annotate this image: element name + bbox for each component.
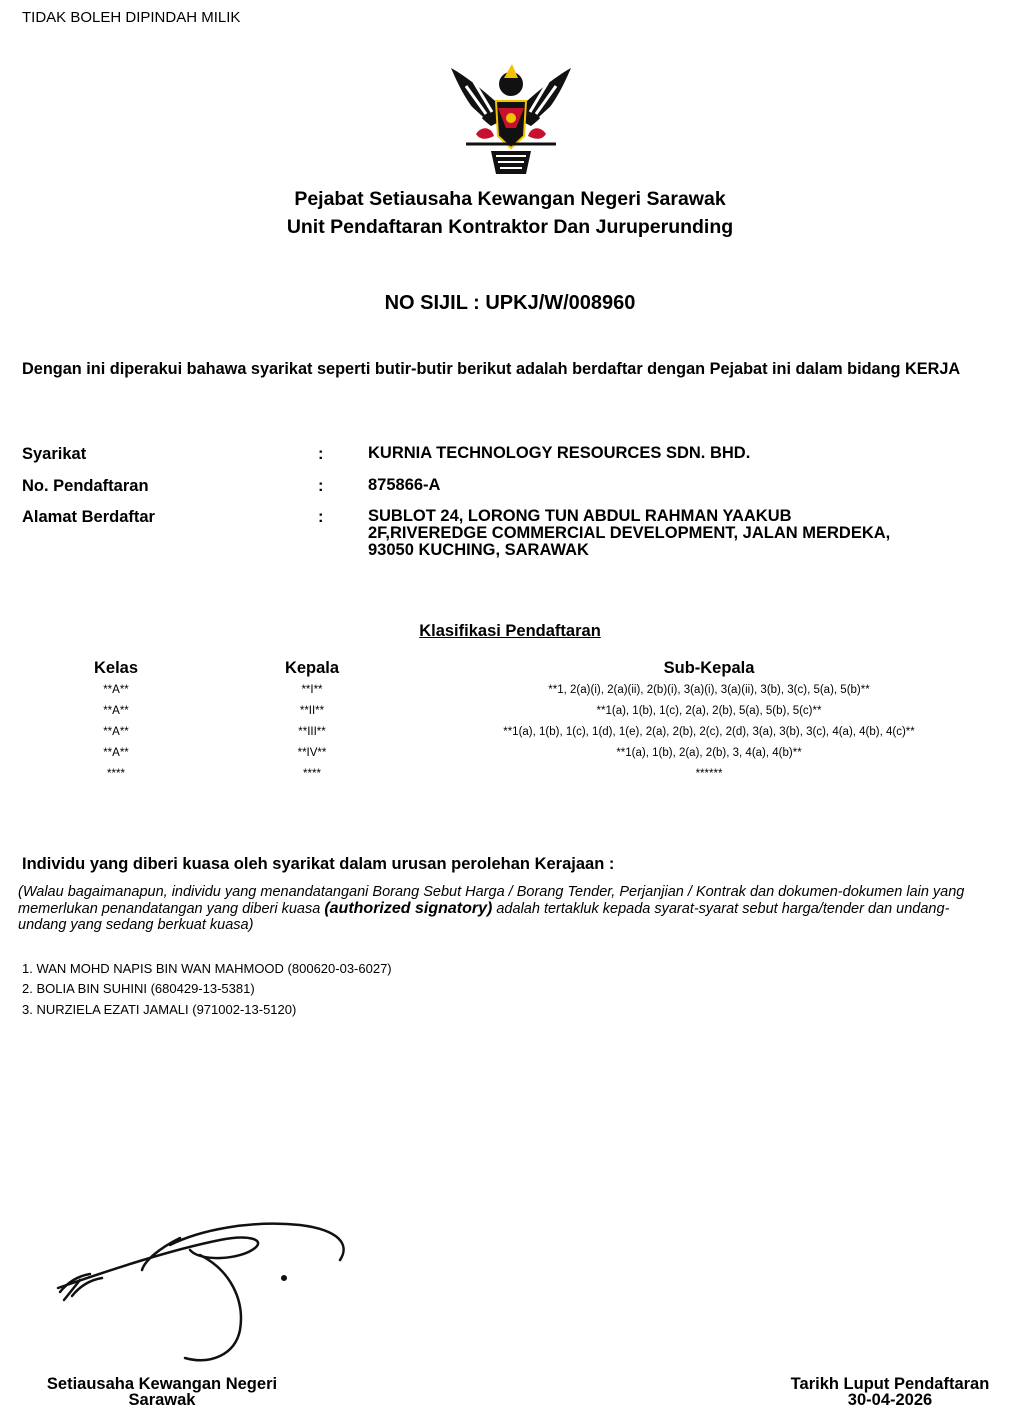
column-header-sub-kepala: Sub-Kepala xyxy=(663,659,755,677)
classification-title: Klasifikasi Pendaftaran xyxy=(419,622,601,640)
table-cell: **1(a), 1(b), 1(c), 1(d), 1(e), 2(a), 2(b), 2(c), 2(d), 3(a), 3(b), 3(c), 4(a), 4(b), 4(c)** xyxy=(503,725,915,738)
table-cell: **IV** xyxy=(297,746,327,759)
signatory-item: 2. BOLIA BIN SUHINI (680429-13-5381) xyxy=(22,981,255,996)
table-cell: **1, 2(a)(i), 2(a)(ii), 2(b)(i), 3(a)(i), 3(a)(ii), 3(b), 3(c), 5(a), 5(b)** xyxy=(548,683,870,696)
table-row xyxy=(18,742,1008,763)
registration-number: 875866-A xyxy=(368,476,441,494)
signatory-item: 1. WAN MOHD NAPIS BIN WAN MAHMOOD (800620-03-6027) xyxy=(22,961,392,976)
table-cell: **A** xyxy=(103,746,129,759)
non-transferable-note: TIDAK BOLEH DIPINDAH MILIK xyxy=(22,9,241,26)
table-cell: **III** xyxy=(298,725,326,738)
address-line: 2F,RIVEREDGE COMMERCIAL DEVELOPMENT, JALAN MERDEKA, xyxy=(368,524,891,542)
handwritten-signature-icon xyxy=(50,1200,370,1370)
address-line: SUBLOT 24, LORONG TUN ABDUL RAHMAN YAAKUB xyxy=(368,507,792,525)
registered-address-colon: : xyxy=(318,508,324,526)
registered-address-label: Alamat Berdaftar xyxy=(22,508,155,526)
signatory-title: Setiausaha Kewangan Negeri Sarawak xyxy=(46,1375,278,1409)
expiry-date-label: Tarikh Luput Pendaftaran xyxy=(790,1375,990,1393)
table-cell: **1(a), 1(b), 1(c), 2(a), 2(b), 5(a), 5(b), 5(c)** xyxy=(596,704,822,717)
signatory-item: 3. NURZIELA EZATI JAMALI (971002-13-5120) xyxy=(22,1002,297,1017)
table-cell: ****** xyxy=(695,767,723,780)
registration-number-label: No. Pendaftaran xyxy=(22,477,149,495)
table-cell: **** xyxy=(107,767,125,780)
table-cell: **A** xyxy=(103,725,129,738)
classification-table xyxy=(18,657,1008,784)
unit-title: Unit Pendaftaran Kontraktor Dan Juruperunding xyxy=(286,216,734,238)
table-cell: **1(a), 1(b), 2(a), 2(b), 3, 4(a), 4(b)** xyxy=(616,746,802,759)
table-cell: **A** xyxy=(103,683,129,696)
table-cell: **II** xyxy=(299,704,325,717)
registered-address xyxy=(368,508,890,559)
authorized-signatory-emphasis: (authorized signatory) xyxy=(324,899,493,917)
expiry-date-value: 30-04-2026 xyxy=(847,1391,933,1409)
column-header-kelas: Kelas xyxy=(93,659,139,677)
table-header-row xyxy=(18,657,1008,679)
table-row xyxy=(18,721,1008,742)
registration-number-colon: : xyxy=(318,477,324,495)
expiry-date-block xyxy=(760,1376,1020,1408)
address-line: 93050 KUCHING, SARAWAK xyxy=(368,541,589,559)
certification-statement: Dengan ini diperakui bahawa syarikat seperti butir-butir berikut adalah berdaftar dengan Pejabat ini dalam bidang KERJA xyxy=(22,360,961,378)
company-name: KURNIA TECHNOLOGY RESOURCES SDN. BHD. xyxy=(368,444,751,462)
sarawak-coat-of-arms-icon xyxy=(446,56,576,178)
office-title: Pejabat Setiausaha Kewangan Negeri Sarawak xyxy=(294,188,726,210)
authorized-signatory-note: (Walau bagaimanapun, individu yang menandatangani Borang Sebut Harga / Borang Tender, Perjanjian / Kontrak dan dokumen-dokumen lain yang memerlukan penandatangan yang diberi kuasa (authorized signatory) adalah tertakluk kepada syarat-syarat sebut harga/tender dan undang-undang yang sedang berkuat kuasa) xyxy=(18,884,965,933)
table-cell: **** xyxy=(303,767,321,780)
column-header-kepala: Kepala xyxy=(284,659,340,677)
table-cell: **A** xyxy=(103,704,129,717)
table-row xyxy=(18,763,1008,784)
certificate-number: NO SIJIL : UPKJ/W/008960 xyxy=(384,292,636,314)
table-cell: **I** xyxy=(301,683,323,696)
table-row xyxy=(18,679,1008,700)
company-colon: : xyxy=(318,445,324,463)
company-label: Syarikat xyxy=(22,445,87,463)
table-row xyxy=(18,700,1008,721)
authorized-individuals-title: Individu yang diberi kuasa oleh syarikat dalam urusan perolehan Kerajaan : xyxy=(22,855,615,873)
